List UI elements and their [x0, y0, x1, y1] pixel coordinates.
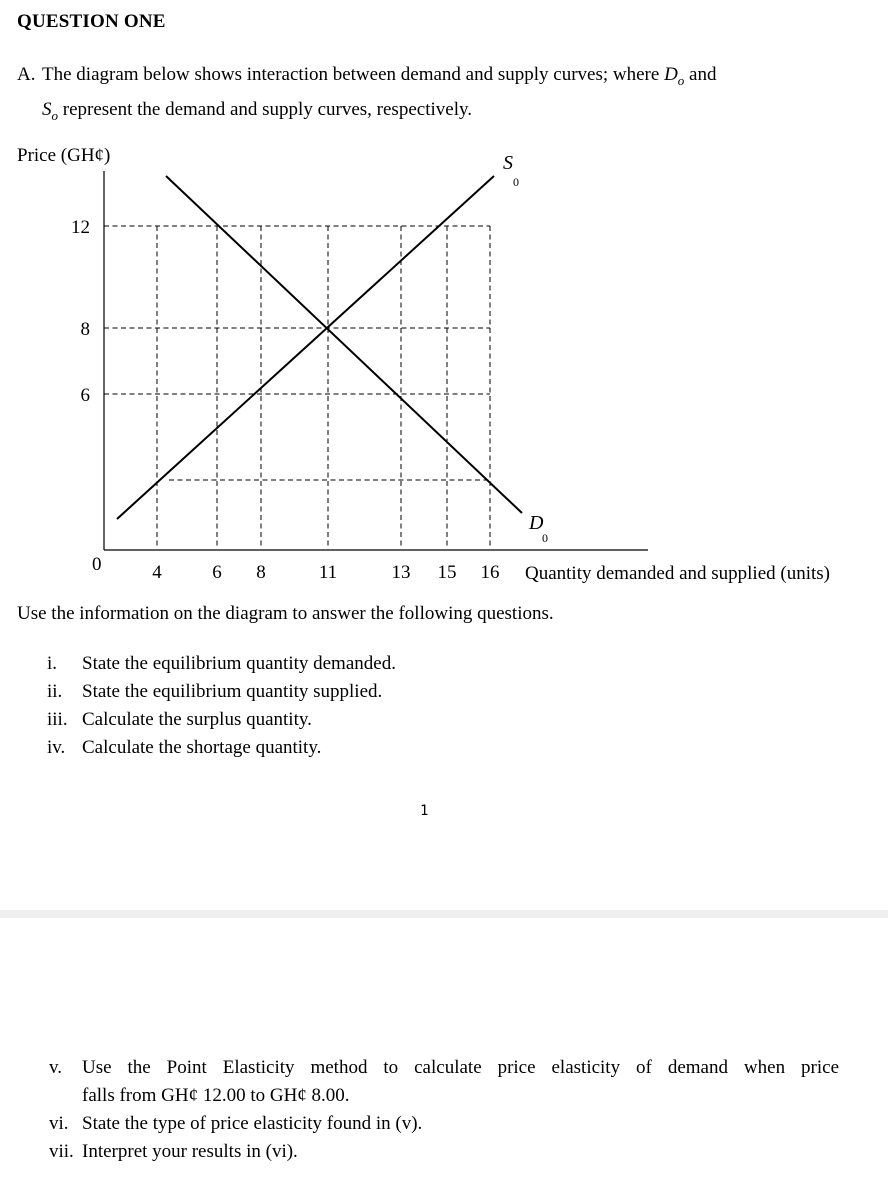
x-tick-label: 4	[152, 562, 162, 583]
x-tick-label: 6	[212, 562, 222, 583]
page-number: 1	[420, 803, 429, 819]
question-text: Calculate the shortage quantity.	[82, 737, 322, 758]
question-list-1	[47, 650, 396, 762]
question-number: vi.	[49, 1113, 69, 1134]
question-number: iv.	[47, 737, 66, 758]
curve-labels	[503, 152, 548, 545]
supply-curve-subscript: 0	[513, 175, 519, 189]
question-number: vii.	[49, 1141, 74, 1162]
demand-symbol: $D_o$	[664, 64, 685, 88]
question-text: Use the Point Elasticity method to calculate price elasticity of demand when price	[82, 1057, 839, 1078]
question-item	[47, 734, 396, 762]
instruction-text: Use the information on the diagram to answer the following questions.	[17, 603, 554, 624]
question-text: Interpret your results in (vi).	[82, 1141, 298, 1162]
x-tick-label: 16	[480, 562, 500, 583]
y-tick-label: 6	[80, 385, 90, 406]
supply-curve	[117, 176, 494, 519]
question-item	[49, 1054, 839, 1082]
question-text: Calculate the surplus quantity.	[82, 709, 312, 730]
section-marker: A.	[17, 64, 36, 85]
question-text: State the equilibrium quantity supplied.	[82, 681, 383, 702]
question-number: ii.	[47, 681, 63, 702]
question-item	[47, 706, 396, 734]
x-tick-label: 8	[256, 562, 266, 583]
question-text: State the type of price elasticity found in (v).	[82, 1113, 423, 1134]
y-tick-label: 12	[71, 217, 90, 238]
intro-paragraph	[17, 60, 857, 130]
question-text: State the equilibrium quantity demanded.	[82, 653, 396, 674]
question-item	[47, 678, 396, 706]
page-gap	[0, 910, 888, 918]
x-tick-label: 13	[391, 562, 411, 583]
axes	[104, 171, 648, 550]
question-list-2	[49, 1054, 839, 1166]
question-number: i.	[47, 653, 58, 674]
curves	[117, 176, 522, 519]
question-item	[49, 1138, 839, 1166]
demand-curve-subscript: 0	[542, 531, 548, 545]
page-2	[0, 918, 888, 1202]
demand-curve	[166, 176, 522, 513]
x-axis-label: Quantity demanded and supplied (units)	[525, 563, 830, 584]
x-tick-label: 11	[318, 562, 338, 583]
intro-line-1: A. The diagram below shows interaction between demand and supply curves; where $D_o$ and	[17, 60, 857, 95]
x-tick-label: 15	[437, 562, 457, 583]
origin-label: 0	[92, 554, 102, 575]
question-text: falls from GH¢ 12.00 to GH¢ 8.00.	[82, 1085, 350, 1106]
supply-symbol: $S_o$	[42, 98, 58, 123]
tick-labels	[71, 217, 500, 583]
intro-line-2: $S_o$ represent the demand and supply curves, respectively.	[42, 98, 472, 123]
question-item	[47, 650, 396, 678]
supply-curve-label: S	[503, 152, 513, 174]
y-axis-label: Price (GH¢)	[17, 145, 111, 166]
guide-lines	[104, 226, 490, 548]
question-number: iii.	[47, 709, 68, 730]
question-heading: QUESTION ONE	[17, 11, 166, 32]
demand-curve-label: D	[529, 512, 544, 534]
question-continuation	[49, 1082, 839, 1110]
y-tick-label: 8	[80, 319, 90, 340]
question-item	[49, 1110, 839, 1138]
question-number: v.	[49, 1057, 63, 1078]
supply-demand-diagram	[0, 136, 888, 586]
